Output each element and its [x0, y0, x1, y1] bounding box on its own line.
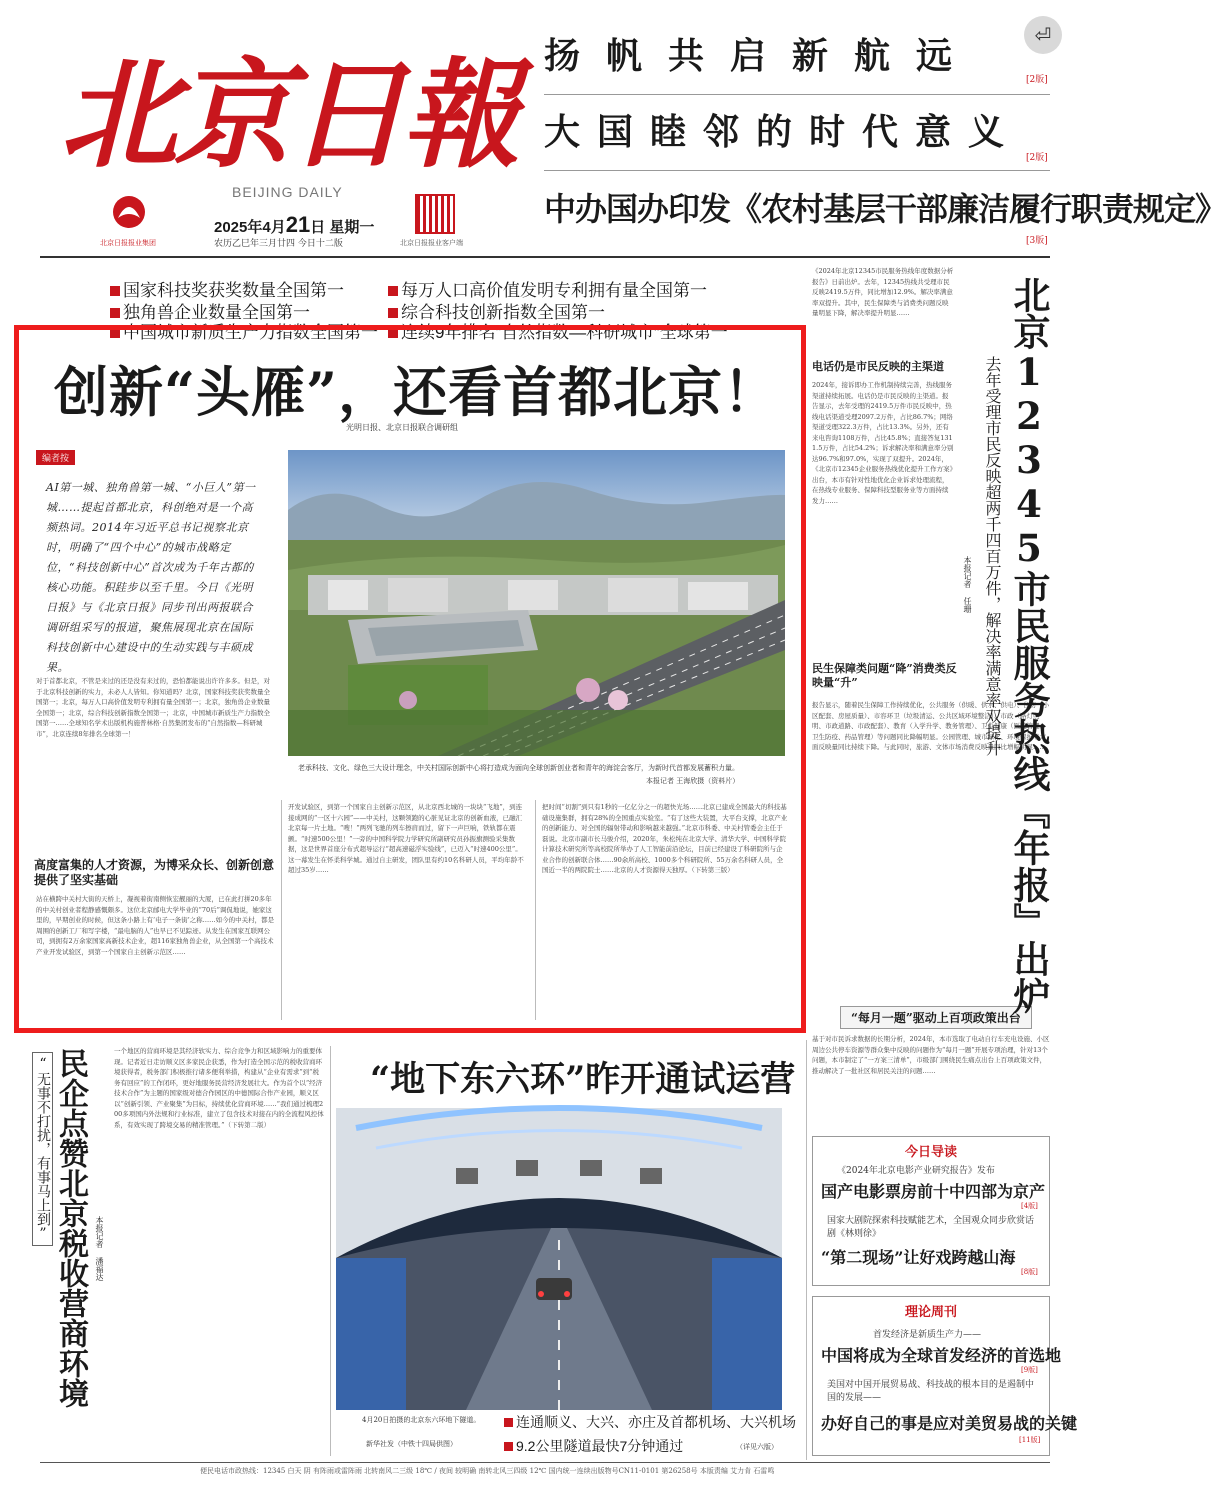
theory-headline[interactable]: 中国将成为全球首发经济的首选地: [821, 1346, 1062, 1365]
divider: [544, 94, 1050, 95]
tax-story-byline: 本报记者 潘福达: [95, 1216, 104, 1281]
tax-story-deck: “无事不打扰，有事马上到”: [32, 1052, 53, 1246]
tunnel-story-title[interactable]: “地下东六环”昨开通试运营: [370, 1059, 796, 1100]
intro-column: 对于首都北京，不管是来过的还是没有来过的，恐怕都能说出许许多多。但是，对于北京科技创新的实力，未必人人皆知。你知道吗？北京，国家科技奖获奖数量全国第一；北京，每万人口高价值发明专利拥有量全国第一；北京，独角兽企业数量全国第一；北京，综合科技创新指数全国第一；北京，中国城市新质生产力指数全国第一……全球知名学术出版机构施普林格·自然集团发布的“自然指数—科研城市”，北京连续8年排名全球第一！: [36, 677, 270, 738]
theory-line: 美国对中国开展贸易战、科技战的根本目的是遏制中国的发展——: [827, 1380, 1035, 1403]
group-caption: 北京日报报业集团: [100, 239, 156, 247]
stat-bullet: 独角兽企业数量全国第一: [110, 298, 310, 323]
footer-rule: [40, 1462, 1050, 1463]
today-guide-line: 国家大剧院探索科技赋能艺术，全国观众同步欣赏话剧《林则徐》: [827, 1216, 1035, 1239]
editor-note-tag: 编者按: [36, 450, 75, 465]
theory-headline[interactable]: 办好自己的事是应对美贸易战的关键: [821, 1414, 1078, 1433]
page-ref: [8版]: [1021, 1268, 1038, 1276]
hotline-text-2: 2024年，接诉即办工作机制持续完善，热线服务渠道持续拓展。电话仍是市民反映的主渠道。报告显示，去年受理的2419.5万件市民反映中，热线电话渠道受理2097.2万件，占比86.7%；网络渠道受理322.3万件，占比13.3%。另外，还有来电咨询1108万件，占比45.8%；直接答复1311.5万件，占比54.2%；诉求解决率和满意率分别达96.7%和97.0%，实现了双提升。2024年，《北京市12345企业服务热线优化提升工作方案》出台，本市有针对性地优化企业诉求处理流程，在热线专业服务、保障科技型服务业等方面持续发力……: [812, 381, 954, 505]
divider: [544, 170, 1050, 171]
stat-bullet: 国家科技奖获奖数量全国第一: [110, 276, 344, 301]
headline-2[interactable]: 大国睦邻的时代意义: [544, 111, 1022, 153]
column-divider: [806, 1040, 807, 1460]
tunnel-continued: （详见六版）: [736, 1443, 778, 1451]
column-divider: [330, 1046, 331, 1456]
hotline-report-byline: 本报记者 任珊: [963, 556, 972, 613]
masthead-english: BEIJING DAILY: [232, 184, 343, 200]
headline-3[interactable]: 中办国办印发《农村基层干部廉洁履行职责规定》: [544, 190, 1226, 228]
headline-2-page: [2版]: [1026, 153, 1048, 163]
column-divider: [535, 800, 536, 1020]
tunnel-credit: 新华社发（中铁十四局供图）: [366, 1440, 457, 1448]
stat-bullet: 综合科技创新指数全国第一: [388, 298, 605, 323]
main-article-title[interactable]: 创新“头雁”，还看首都北京！: [54, 360, 779, 424]
theory-line: 首发经济是新质生产力——: [873, 1330, 982, 1340]
section-subhead: 高度富集的人才资源，为博采众长、创新创意提供了坚实基础: [34, 858, 275, 887]
today-guide-headline[interactable]: “第二现场”让好戏跨越山海: [821, 1248, 1016, 1267]
headline-1[interactable]: 扬帆共启新航远: [544, 35, 979, 77]
hotline-subhead-1: 电话仍是市民反映的主渠道: [812, 360, 944, 373]
tunnel-photo: [336, 1108, 782, 1410]
column-3: 把时间“切割”到只有1秒的一亿亿分之一的超快光场……北京已建成全国最大的科技基础设施集群，拥有28%的全国重点实验室。“有了这些大装置，大平台支撑，北京产业的创新能力、对全国的辐射带动和影响越来越强。”北京市科委、中关村管委会主任于磊说。北京市副市长马骏介绍，2020年，朱松纯在北京大学、清华大学、中国科学院计算技术研究所等高校院所举办了人工智能前沿论坛，目前已经建设了科研院所与企业合作的创新联合体……90余所高校、1000多个科研院所、55万余名科研人员，全国近一半的两院院士……北京的人才资源得天独厚。（下转第三版）: [542, 803, 788, 874]
masthead-rule: [40, 256, 1050, 258]
column-divider: [281, 800, 282, 1020]
issue-date: 2025年4月21日 星期一: [214, 212, 375, 237]
hotline-subhead-2: 民生保障类问题“降”消费类反映量“升”: [812, 662, 957, 689]
tunnel-bullet: 9.2公里隧道最快7分钟通过: [504, 1436, 683, 1456]
lunar-date: 农历乙巳年三月廿四 今日十二版: [214, 239, 343, 249]
page-ref: [11版]: [1019, 1436, 1041, 1444]
page-ref: [4版]: [1021, 1202, 1038, 1210]
hotline-text-4: 基于对市民诉求数据的长期分析，2024年，本市选取了电动自行车充电设施、小区周边公共停车资源等群众集中反映的问题作为“每月一题”开展专项治理，针对13个问题，本市制定了“一方案三清单”，市级部门围绕民生痛点出台上百项政策文件，推动解决了一批社区和居民关注的问题……: [812, 1035, 1050, 1075]
today-guide-head: 今日导读: [904, 1145, 958, 1160]
theory-weekly-head: 理论周刊: [904, 1305, 958, 1320]
hotline-boxed-subhead: “每月一题”驱动上百项政策出台: [840, 1006, 1032, 1029]
today-guide-box[interactable]: [812, 1136, 1050, 1286]
tax-story-title[interactable]: 民企点赞北京税收营商环境: [53, 1048, 88, 1408]
back-icon[interactable]: ⏎: [1024, 16, 1062, 54]
hotline-report-deck: 去年受理市民反映超两千四百万件，解决率满意率双提升: [983, 356, 1002, 756]
footer-info: 便民电话市政热线：12345 白天 阴 有阵雨或雷阵雨 北转南风二三级 18℃ / 夜间 较明确 南转北风三四级 12℃ 国内统一连续出版物号CN11-0101 第26258号 本版责编 艾力肯 石雷鸣: [200, 1467, 775, 1475]
page-ref: [9版]: [1021, 1366, 1038, 1374]
qr-caption: 北京日报报业客户端: [400, 239, 463, 247]
photo-caption: 老承科技、文化、绿色三大设计理念，中关村国际创新中心将打造成为面向全球创新创业者和青年的海淀会客厅，为新时代首都发展蓄积力量。: [298, 764, 739, 772]
qr-code-icon: [415, 194, 455, 234]
tunnel-bullet: 连通顺义、大兴、亦庄及首都机场、大兴机场: [504, 1412, 796, 1432]
stat-bullet-cut: 连续9年排名“自然指数—科研城市”全球第一: [388, 318, 728, 328]
group-logo-icon: [108, 192, 150, 240]
zhongguancun-aerial-photo: [288, 450, 785, 756]
newspaper-masthead: 北京日報: [60, 45, 517, 184]
photo-credit: 本报记者 王海欣摄（资料片）: [646, 777, 740, 785]
hotline-report-title[interactable]: 北京12345市民服务热线『年报』出炉: [1007, 276, 1051, 1014]
stat-bullet-cut: 中国城市新质生产力指数全国第一: [110, 318, 378, 328]
editor-note: AI第一城、独角兽第一城、“小巨人”第一城……提起首都北京，科创绝对是一个高频热词。2014年习近平总书记视察北京时，明确了“四个中心”的城市战略定位，“科技创新中心”首次成为千年古都的核心功能。积跬步以至千里。今日《光明日报》与《北京日报》同步刊出两报联合调研组采写的报道，聚焦展现北京在国际科技创新中心建设中的生动实践与丰硕成果。: [46, 481, 256, 674]
today-guide-headline[interactable]: 国产电影票房前十中四部为京产: [821, 1182, 1046, 1201]
today-guide-line: 《2024年北京电影产业研究报告》发布: [837, 1166, 995, 1176]
column-1: 站在横跨中关村大街的天桥上，凝视着街南侧恢宏靓丽的大厦，已在此打拼20多年的中关村创业者程静感慨颇多。这位北京邮电大学毕业的“70后”调侃地说，她家这里的，早期创业的时候，但这条小路上有‘电子一条街’之称……如今的中关村，都是周围的创新工厂和写字楼，“最电脑的人”也早已不见踪迹。从发生在国家互联网公司，到拥有2万余家国家高新技术企业，超116家独角兽企业，从全国第一个高技术产业开发试验区，到第一个国家自主创新示范区……: [36, 895, 275, 956]
tunnel-caption: 4月20日拍摄的北京东六环地下隧道。: [362, 1416, 481, 1424]
tax-story-text: 一个地区的营商环境是其经济软实力、综合竞争力和区域影响力的重要体现。记者近日走访顺义区多家民企获悉，作为打造全国示范的税收营商环境获得者，税务部门积极推行诸多便利举措，构建从“企业有需求”到“税务有回应”的工作闭环，更好地服务民营经济发展壮大。作为首个以“经济技术合作”为主题的国家级对德合作园区的中德国际合作产业园，顺义区以“创新引领、产业聚集”为目标，持续优化营商环境……“我们通过梳理200多项国内外法规和行业标准，建立了包含技术对接在内的全流程风控体系，有效实现了跨境交易的精准管理。”（下转第二版）: [114, 1047, 324, 1129]
headline-1-page: [2版]: [1026, 75, 1048, 85]
theory-weekly-box[interactable]: [812, 1296, 1078, 1456]
headline-3-page: [3版]: [1026, 236, 1048, 246]
main-article-byline: 光明日报、北京日报联合调研组: [346, 423, 458, 432]
stat-bullet: 每万人口高价值发明专利拥有量全国第一: [388, 276, 707, 301]
hotline-intro: 《2024年北京12345市民服务热线年度数据分析报告》日前出炉。去年，12345热线共受理市民反映2419.5万件，同比增加12.9%。解决率满意率双提升。其中，民生保障类与消费类问题反映量明显下降，解决率提升明显……: [812, 267, 954, 317]
column-2: 开发试验区，到第一个国家自主创新示范区，从北京西北城的一块块“飞地”，到连接成网的“一区十六园”——中关村，这颗领跑的心脏见证北京的创新血液，已融汇北京每一片土地。“嗖！”两列飞驰的列车擦肩而过，留下一声巨响，铁轨都在震颤。“时速500公里！”一旁的中国科学院力学研究所副研究员孙振旗测验采集数据，这是世界首座分布式超导运行“超高速磁浮实验线”，已迈入“时速400公里”。这一幕发生在怀柔科学城。通过自主研发，团队里有约10名科研人员，平均年龄不超过35岁……: [288, 803, 524, 874]
hotline-text-3: 报告显示，随着民生保障工作持续优化，公共服务（供暖、供水、供电）、住房（小区配套、房屋质量）、市容环卫（垃圾清运、公共区域环境整洁）、市政（路灯照明、市政道路、市政配套）、教育（入学升学、教务管理）、卫生健康（医院管理、卫生防疫、药品管理）等问题同比降幅明显。公园管理、城市绿化、环境保护等方面反映量同比持续下降。与此同时，旅游、文体市场消费反映量同比增幅明显……: [812, 701, 1050, 751]
